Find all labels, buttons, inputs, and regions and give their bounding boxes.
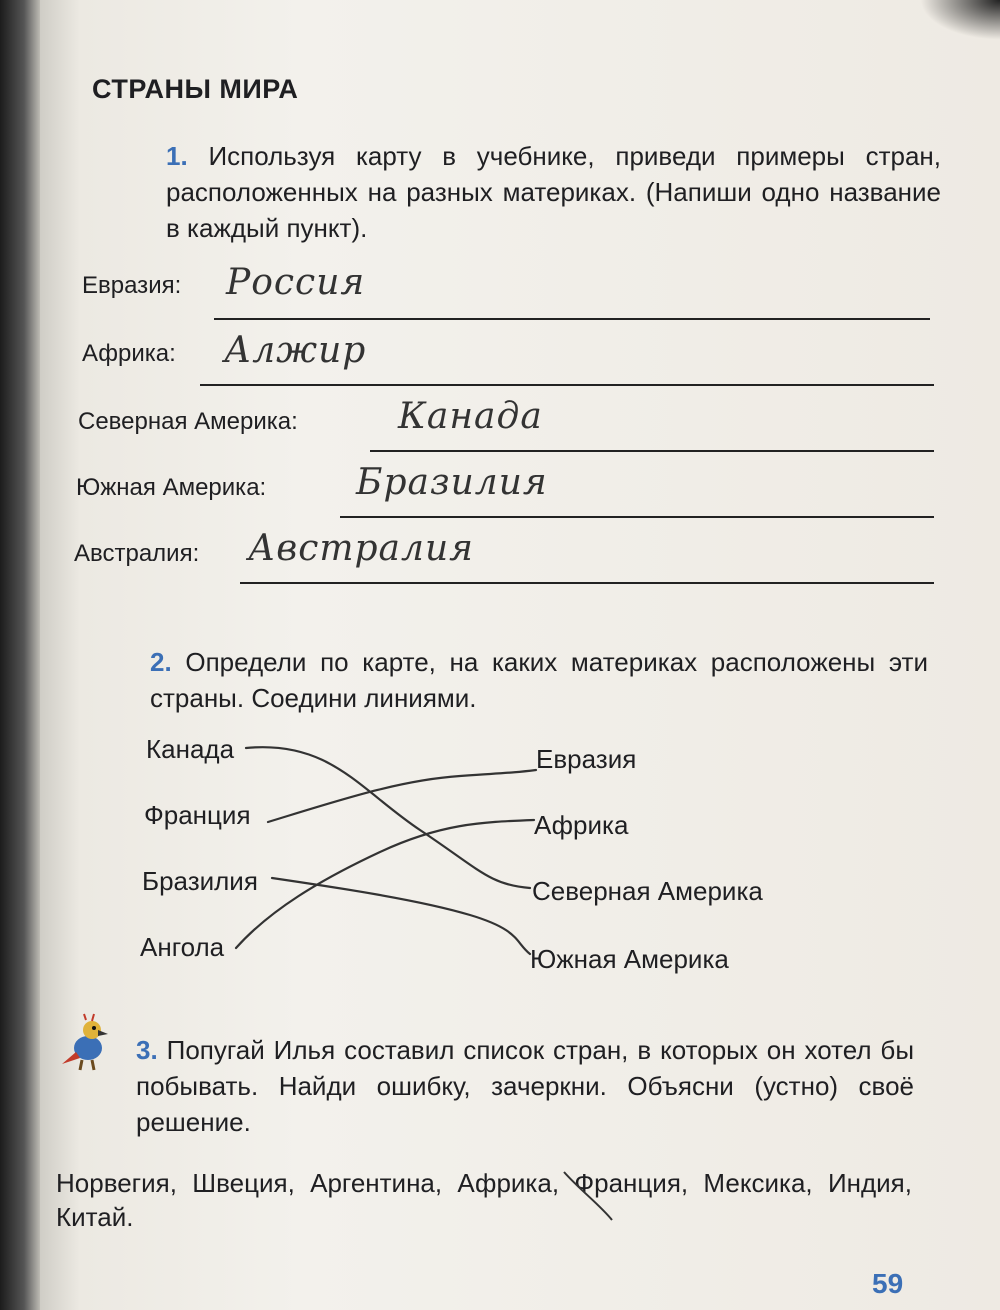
task1-text: Используя карту в учебнике, приведи примеры стран, расположенных на разных материках. (Напиши одно название в каждый пункт). [166, 141, 941, 243]
answer-australia[interactable]: Австралия [248, 528, 474, 569]
section-title: СТРАНЫ МИРА [92, 74, 299, 104]
label-africa: Африка: [82, 340, 176, 367]
label-eurasia: Евразия: [82, 272, 182, 299]
country-angola[interactable]: Ангола [140, 932, 225, 962]
country-france[interactable]: Франция [144, 800, 251, 830]
task3-number: 3. [136, 1035, 158, 1065]
answer-eurasia[interactable]: Россия [226, 262, 366, 303]
task2-number: 2. [150, 647, 172, 677]
country-list: Норвегия, Швеция, Аргентина, Африка, Франция, Мексика, Индия, Китай. [56, 1168, 912, 1232]
label-north-america: Северная Америка: [78, 408, 298, 435]
page-number: 59 [872, 1268, 904, 1299]
country-canada[interactable]: Канада [146, 734, 235, 764]
task1-number: 1. [166, 141, 188, 171]
label-australia: Австралия: [74, 540, 200, 567]
continent-north-america[interactable]: Северная Америка [532, 876, 763, 906]
continent-south-america[interactable]: Южная Америка [530, 944, 729, 974]
answer-africa[interactable]: Алжир [224, 330, 367, 371]
label-south-america: Южная Америка: [76, 474, 267, 501]
answer-south-america[interactable]: Бразилия [356, 462, 548, 503]
continent-eurasia[interactable]: Евразия [536, 744, 637, 774]
answer-north-america[interactable]: Канада [398, 396, 543, 437]
continent-africa[interactable]: Африка [534, 810, 629, 840]
task2-text: Определи по карте, на каких материках расположены эти страны. Соедини линиями. [150, 647, 928, 713]
task3-text: Попугай Илья составил список стран, в которых он хотел бы побывать. Найди ошибку, зачеркни. Объясни (устно) своё решение. [136, 1035, 915, 1137]
country-brazil[interactable]: Бразилия [142, 866, 258, 896]
